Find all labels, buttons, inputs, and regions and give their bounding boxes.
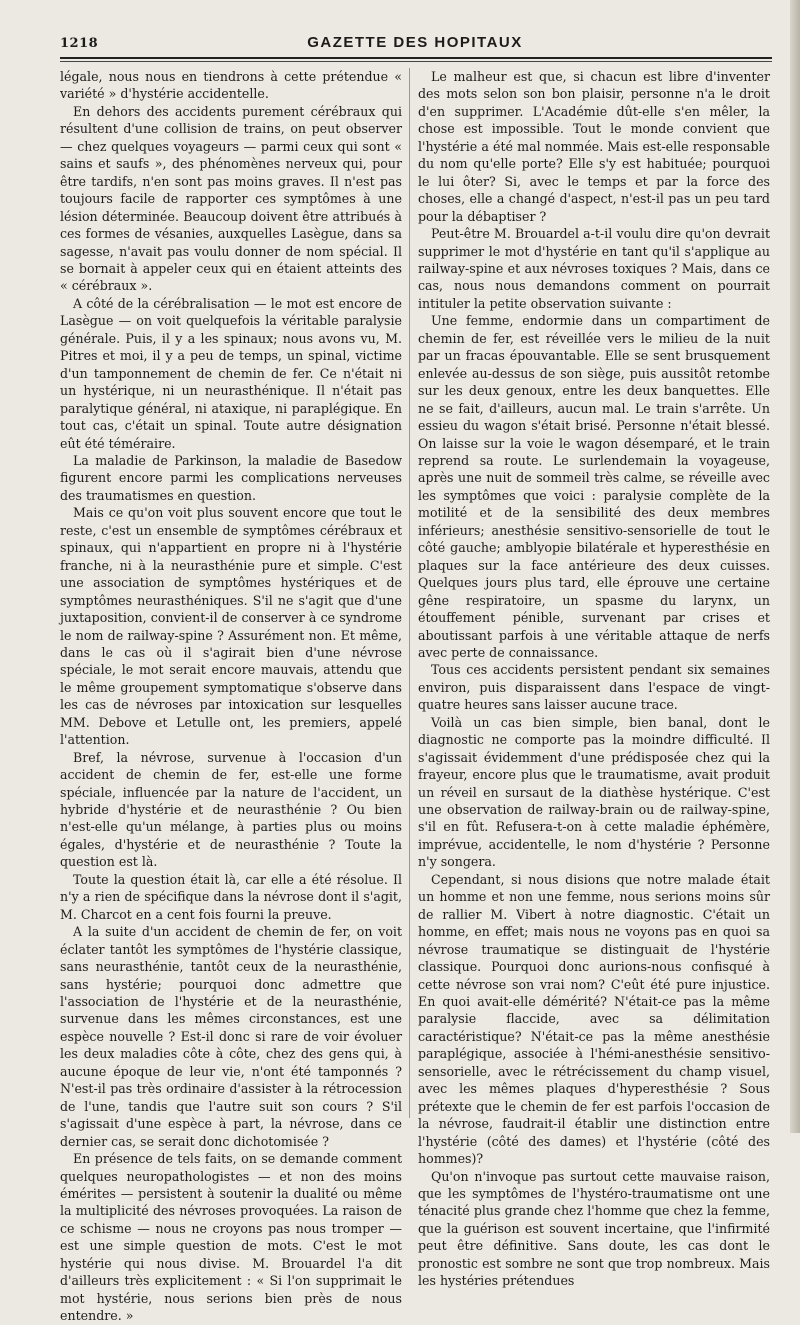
page-header [60, 34, 770, 56]
paragraph: Toute la question était là, car elle a été résolue. Il n'y a rien de spécifique dans la névrose dont il s'agit, M. Charcot en a cent fois fourni la preuve. [60, 871, 402, 922]
paragraph: Peut-être M. Brouardel a-t-il voulu dire qu'on devrait supprimer le mot d'hystérie en tant qu'il s'applique au railway-spine et aux névroses toxiques ? Mais, dans ce cas, nous nous demandons comment on pourrait intituler la petite observation suivante : [418, 226, 770, 311]
paragraph: Tous ces accidents persistent pendant six semaines environ, puis disparaissent dans l'espace de vingt-quatre heures sans laisser aucune trace. [418, 662, 770, 713]
paragraph: Bref, la névrose, survenue à l'occasion d'un accident de chemin de fer, est-elle une forme spéciale, influencée par la nature de l'accident, un hybride d'hystérie et de neurasthénie ? Ou bien n'est-elle qu'un mélange, à parties plus ou moins égales, d'hystérie et de neurasthénie ? Toute la question est là. [60, 749, 402, 870]
paragraph: En présence de tels faits, on se demande comment quelques neuropathologistes — et non des moins émérites — persistent à soutenir la dualité ou même la multiplicité des névroses provoquées. La raison de ce schisme — nous ne croyons pas nous tromper — est une simple question de mots. C'est le mot hystérie qui nous divise. M. Brouardel l'a dit d'ailleurs très explicitement : « Si l'on supprimait le mot hystérie, nous serions bien près de nous entendre. » [60, 1151, 402, 1324]
paragraph: A côté de la cérébralisation — le mot est encore de Lasègue — on voit quelquefois la véritable paralysie générale. Puis, il y a les spinaux; nous avons vu, M. Pitres et moi, il y a peu de temps, un spinal, victime d'un tamponnement de chemin de fer. Ce n'était ni un hystérique, ni un neurasthénique. Il n'était pas paralytique général, ni ataxique, ni paraplégique. En tout cas, c'était un spinal. Toute autre désignation eût été téméraire. [60, 295, 402, 451]
paragraph: Cependant, si nous disions que notre malade était un homme et non une femme, nous serions moins sûr de rallier M. Vibert à notre diagnostic. C'était un homme, en effet; mais nous ne voyons pas en quoi sa névrose traumatique se distinguait de l'hystérie classique. Pourquoi donc aurions-nous confisqué à cette névrose son vrai nom? C'eût été pure injustice. En quoi avait-elle démérité? N'était-ce pas la même paralysie flaccide, avec sa délimitation caractéristique? N'était-ce pas la même anesthésie paraplégique, associée à l'hémi-anesthésie sensitivo-sensorielle, avec le rétrécissement du champ visuel, avec les mêmes plaques d'hyperesthésie ? Sous prétexte que le chemin de fer est parfois l'occasion de la névrose, faudrait-il établir une distinction entre l'hystérie (côté des dames) et l'hystérie (côté des hommes)? [418, 871, 770, 1167]
column-divider [409, 68, 410, 1118]
header-rule-thin [60, 61, 772, 62]
paragraph: Mais ce qu'on voit plus souvent encore que tout le reste, c'est un ensemble de symptômes cérébraux et spinaux, qui n'appartient en propre ni à l'hystérie franche, ni à la neurasthénie pure et simple. C'est une association de symptômes hystériques et de symptômes neurasthéniques. S'il ne s'agit que d'une juxtaposition, convient-il de conserver à ce syndrome le nom de railway-spine ? Assurément non. Et même, dans le cas où il s'agirait bien d'une névrose spéciale, le mot serait encore mauvais, attendu que le même groupement symptomatique s'observe dans les cas de névroses par intoxication sur lesquelles MM. Debove et Letulle ont, les premiers, appelé l'attention. [60, 505, 402, 748]
paragraph: légale, nous nous en tiendrons à cette prétendue « variété » d'hystérie accidentelle. [60, 69, 402, 102]
paragraph: Une femme, endormie dans un compartiment de chemin de fer, est réveillée vers le milieu de la nuit par un fracas épouvantable. Elle se sent brusquement enlevée au-dessus de son siège, puis aussitôt retombe sur les deux genoux, entre les deux banquettes. Elle ne se fait, d'ailleurs, aucun mal. Le train s'arrête. Un essieu du wagon s'était brisé. Personne n'était blessé. On laisse sur la voie le wagon désemparé, et le train reprend sa route. Le surlendemain la voyageuse, après une nuit de sommeil très calme, se réveille avec les symptômes que voici : paralysie complète de la motilité et de la sensibilité des deux membres inférieurs; anesthésie sensitivo-sensorielle de tout le côté gauche; amblyopie bilatérale et hyperesthésie en plaques sur la face antérieure des deux cuisses. Quelques jours plus tard, elle éprouve une certaine gêne respiratoire, un spasme du larynx, un étouffement pénible, survenant par crises et aboutissant parfois à une véritable attaque de nerfs avec perte de connaissance. [418, 313, 770, 660]
right-column [418, 68, 770, 1289]
paragraph: Voilà un cas bien simple, bien banal, dont le diagnostic ne comporte pas la moindre difficulté. Il s'agissait évidemment d'une prédisposée chez qui la frayeur, encore plus que le traumatisme, avait produit un réveil en sursaut de la diathèse hystérique. C'est une observation de railway-brain ou de railway-spine, s'il en fût. Refusera-t-on à cette maladie éphémère, imprévue, accidentelle, le nom d'hystérie ? Personne n'y songera. [418, 714, 770, 870]
page-number: 1218 [60, 36, 99, 51]
page-binding-edge [790, 0, 800, 1133]
header-rule-thick [60, 57, 772, 59]
paragraph: A la suite d'un accident de chemin de fer, on voit éclater tantôt les symptômes de l'hystérie classique, sans neurasthénie, tantôt ceux de la neurasthénie, sans hystérie; pourquoi donc admettre que l'association de l'hystérie et de la neurasthénie, survenue dans les mêmes circonstances, est une espèce nouvelle ? Est-il donc si rare de voir évoluer les deux maladies côte à côte, chez des gens qui, à aucune époque de leur vie, n'ont été tamponnés ? N'est-il pas très ordinaire d'assister à la rétrocession de l'une, tandis que l'autre suit son cours ? S'il s'agissait d'une espèce à part, la névrose, dans ce dernier cas, se serait donc dichotomisée ? [60, 924, 402, 1149]
paragraph: En dehors des accidents purement cérébraux qui résultent d'une collision de trains, on peut observer — chez quelques voyageurs — parmi ceux qui sont « sains et saufs », des phénomènes nerveux qui, pour être tardifs, n'en sont pas moins graves. Il n'est pas toujours facile de rapporter ces symptômes à une lésion déterminée. Beaucoup doivent être attribués à ces formes de vésanies, auxquelles Lasègue, dans sa sagesse, n'avait pas voulu donner de nom spécial. Il se bornait à appeler ceux qui en étaient atteints des « cérébraux ». [60, 103, 402, 294]
paragraph: Qu'on n'invoque pas surtout cette mauvaise raison, que les symptômes de l'hystéro-traumatisme ont une ténacité plus grande chez l'homme que chez la femme, que la guérison est souvent incertaine, que l'infirmité peut être définitive. Sans doute, les cas dont le pronostic est sombre ne sont que trop nombreux. Mais les hystéries prétendues [418, 1168, 770, 1289]
paragraph: La maladie de Parkinson, la maladie de Basedow figurent encore parmi les complications nerveuses des traumatismes en question. [60, 452, 402, 503]
paragraph: Le malheur est que, si chacun est libre d'inventer des mots selon son bon plaisir, personne n'a le droit d'en supprimer. L'Académie dût-elle s'en mêler, la chose est impossible. Tout le monde convient que l'hystérie a été mal nommée. Mais est-elle responsable du nom qu'elle porte? Elle s'y est habituée; pourquoi le lui ôter? Si, avec le temps et par la force des choses, elle a changé d'aspect, n'est-il pas un peu tard pour la débaptiser ? [418, 69, 770, 224]
journal-title: GAZETTE DES HOPITAUX [307, 34, 523, 51]
left-column [60, 68, 402, 1324]
